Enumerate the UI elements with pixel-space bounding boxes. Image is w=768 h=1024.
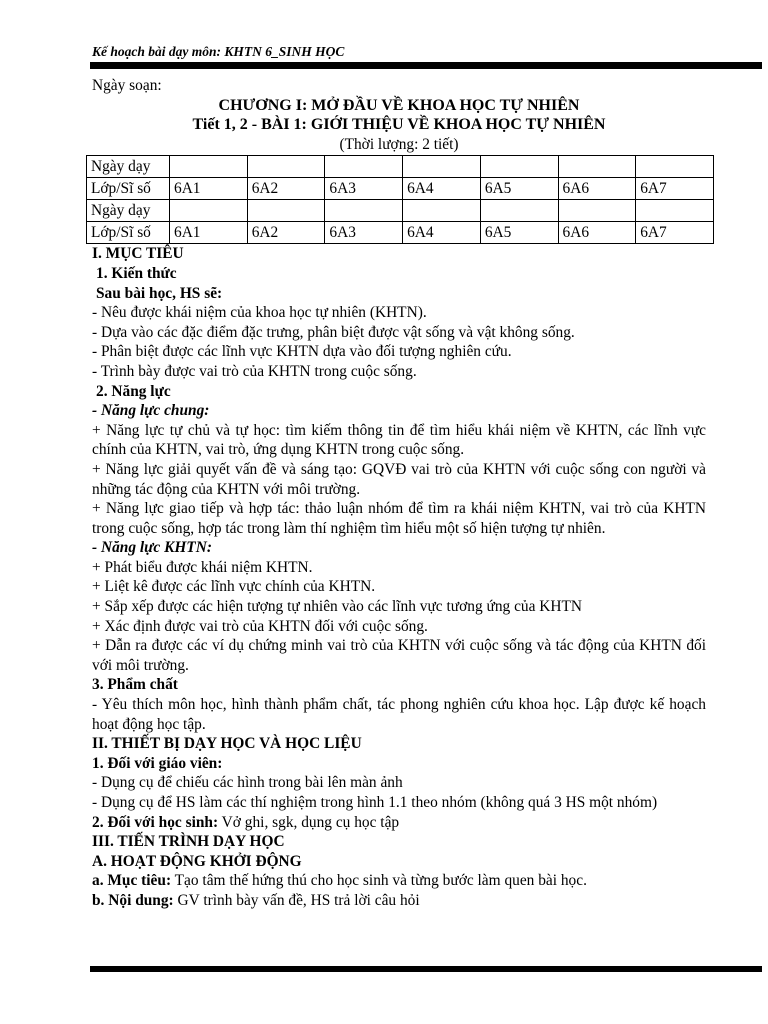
section-heading-objectives: I. MỤC TIÊU (92, 245, 184, 263)
knowledge-item: - Trình bày được vai trò của KHTN trong cuộc sống. (92, 362, 417, 380)
general-ability-item: + Năng lực giao tiếp và hợp tác: thảo luận nhóm để tìm ra khái niệm KHTN, vai trò của KHTN trong cuộc sống, hợp tác trong làm thí nghiệm tìm hiểu một số hiện tượng tự nhiên. (92, 500, 706, 537)
teacher-heading: 1. Đối với giáo viên: (92, 754, 223, 772)
section-heading-equipment: II. THIẾT BỊ DẠY HỌC VÀ HỌC LIỆU (92, 735, 362, 753)
schedule-row (87, 156, 714, 178)
schedule-cell (636, 200, 714, 222)
schedule-cell: 6A5 (480, 178, 558, 200)
schedule-cell: 6A6 (558, 222, 636, 244)
schedule-cell (170, 200, 248, 222)
khtn-ability-item: + Sắp xếp được các hiện tượng tự nhiên vào các lĩnh vực tương ứng của KHTN (92, 598, 583, 616)
knowledge-item: - Phân biệt được các lĩnh vực KHTN dựa vào đối tượng nghiên cứu. (92, 343, 512, 361)
chapter-title: CHƯƠNG I: MỞ ĐẦU VỀ KHOA HỌC TỰ NHIÊN (218, 96, 580, 114)
schedule-row (87, 200, 714, 222)
header-rule (90, 62, 762, 69)
schedule-cell (247, 200, 325, 222)
running-header: Kế hoạch bài dạy môn: KHTN 6_SINH HỌC (92, 44, 345, 59)
schedule-row-label: Lớp/Sĩ số (87, 222, 170, 244)
schedule-cell (480, 200, 558, 222)
schedule-cell: 6A1 (170, 178, 248, 200)
schedule-cell (325, 156, 403, 178)
content-line: b. Nội dung: GV trình bày vấn đề, HS trả lời câu hỏi (92, 891, 420, 909)
student-line: 2. Đối với học sinh: Vở ghi, sgk, dụng cụ học tập (92, 813, 400, 831)
schedule-cell: 6A4 (403, 178, 481, 200)
teacher-item: - Dụng cụ để HS làm các thí nghiệm trong hình 1.1 theo nhóm (không quá 3 HS một nhóm) (92, 794, 658, 811)
quality-text: - Yêu thích môn học, hình thành phẩm chất, tác phong nghiên cứu khoa học. Lập được kế hoạch hoạt động học tập. (92, 696, 706, 733)
schedule-cell (636, 156, 714, 178)
knowledge-heading: 1. Kiến thức (96, 264, 177, 282)
schedule-row-label: Lớp/Sĩ số (87, 178, 170, 200)
schedule-cell: 6A7 (636, 178, 714, 200)
teacher-item: - Dụng cụ để chiếu các hình trong bài lên màn ảnh (92, 774, 403, 792)
schedule-cell: 6A3 (325, 178, 403, 200)
teacher-list (92, 773, 706, 812)
duration-text: (Thời lượng: 2 tiết) (339, 135, 459, 153)
knowledge-item: - Nêu được khái niệm của khoa học tự nhiên (KHTN). (92, 304, 427, 322)
khtn-ability-list (92, 558, 706, 676)
schedule-table (86, 155, 714, 244)
lesson-title: Tiết 1, 2 - BÀI 1: GIỚI THIỆU VỀ KHOA HỌC TỰ NHIÊN (192, 116, 606, 134)
schedule-cell: 6A4 (403, 222, 481, 244)
ability-heading: 2. Năng lực (96, 382, 171, 400)
schedule-cell (170, 156, 248, 178)
document-body (92, 76, 706, 911)
activity-heading: A. HOẠT ĐỘNG KHỞI ĐỘNG (92, 852, 302, 870)
schedule-cell: 6A6 (558, 178, 636, 200)
goal-line: a. Mục tiêu: Tạo tâm thế hứng thú cho học sinh và từng bước làm quen bài học. (92, 872, 587, 890)
general-ability-item: + Năng lực giải quyết vấn đề và sáng tạo: GQVĐ vai trò của KHTN với cuộc sống con người và những tác động của KHTN với môi trường. (92, 460, 706, 498)
schedule-cell: 6A7 (636, 222, 714, 244)
quality-heading: 3. Phẩm chất (92, 676, 178, 694)
section-heading-process: III. TIẾN TRÌNH DẠY HỌC (92, 833, 285, 851)
schedule-cell: 6A2 (247, 178, 325, 200)
knowledge-intro: Sau bài học, HS sẽ: (96, 284, 223, 302)
schedule-cell (403, 156, 481, 178)
khtn-ability-item: + Liệt kê được các lĩnh vực chính của KHTN. (92, 578, 376, 596)
schedule-cell (558, 156, 636, 178)
knowledge-item: - Dựa vào các đặc điểm đặc trưng, phân biệt được vật sống và vật không sống. (92, 323, 575, 341)
schedule-cell (403, 200, 481, 222)
schedule-cell (480, 156, 558, 178)
footer-rule (90, 966, 762, 972)
schedule-cell: 6A5 (480, 222, 558, 244)
schedule-cell (558, 200, 636, 222)
general-ability-list (92, 421, 706, 539)
schedule-row (87, 222, 714, 244)
schedule-row (87, 178, 714, 200)
khtn-ability-item: + Phát biểu được khái niệm KHTN. (92, 558, 313, 576)
schedule-cell (325, 200, 403, 222)
khtn-ability-item: + Dẫn ra được các ví dụ chứng minh vai trò của KHTN với cuộc sống và tác động của KHTN đối với môi trường. (92, 637, 706, 674)
schedule-cell: 6A3 (325, 222, 403, 244)
general-ability-heading: - Năng lực chung: (92, 402, 210, 420)
schedule-cell (247, 156, 325, 178)
schedule-cell: 6A1 (170, 222, 248, 244)
khtn-ability-heading: - Năng lực KHTN: (92, 539, 212, 557)
khtn-ability-item: + Xác định được vai trò của KHTN đối với cuộc sống. (92, 617, 428, 635)
general-ability-item: + Năng lực tự chủ và tự học: tìm kiếm thông tin để tìm hiểu khái niệm về KHTN, các lĩnh vực chính của KHTN, vai trò, ứng dụng KHTN trong cuộc sống. (92, 421, 706, 459)
preparation-date-label: Ngày soạn: (92, 77, 162, 94)
knowledge-list (92, 303, 706, 381)
schedule-row-label: Ngày dạy (87, 156, 170, 178)
schedule-cell: 6A2 (247, 222, 325, 244)
schedule-row-label: Ngày dạy (87, 200, 170, 222)
